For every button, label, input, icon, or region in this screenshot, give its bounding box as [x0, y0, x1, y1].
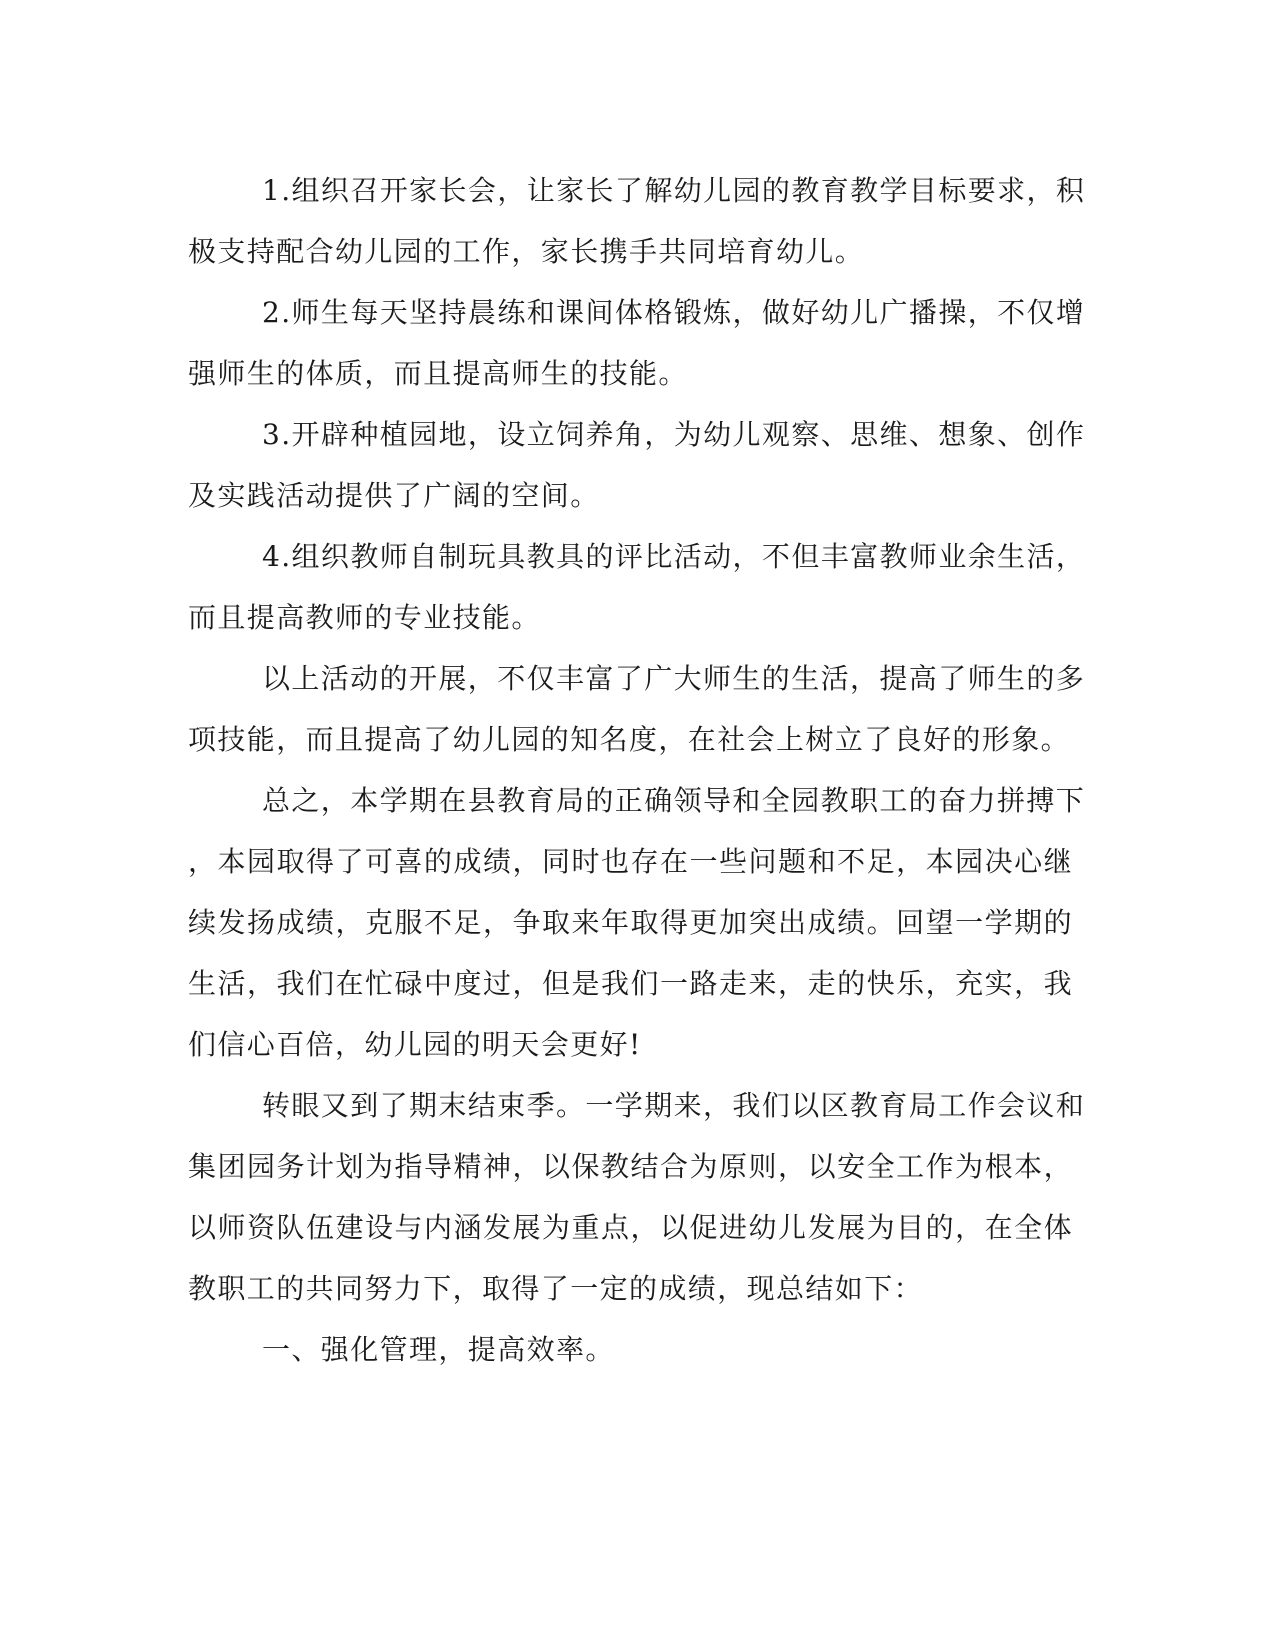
- text-line: 强师生的体质，而且提高师生的技能。: [188, 357, 688, 390]
- text-line: 生活，我们在忙碌中度过，但是我们一路走来，走的快乐，充实，我: [188, 967, 1073, 1000]
- text-line: 2.师生每天坚持晨练和课间体格锻炼，做好幼儿广播操，不仅增: [262, 296, 1086, 329]
- text-line: ，本园取得了可喜的成绩，同时也存在一些问题和不足，本园决心继: [188, 845, 1073, 878]
- text-line: 教职工的共同努力下，取得了一定的成绩，现总结如下：: [188, 1272, 924, 1305]
- text-line: 集团园务计划为指导精神，以保教结合为原则，以安全工作为根本，: [188, 1150, 1073, 1183]
- paragraph-2: [188, 282, 1086, 404]
- text-line: 而且提高教师的专业技能。: [188, 601, 541, 634]
- text-line: 项技能，而且提高了幼儿园的知名度，在社会上树立了良好的形象。: [188, 723, 1071, 756]
- text-line: 及实践活动提供了广阔的空间。: [188, 479, 600, 512]
- paragraph-3: [188, 404, 1086, 526]
- section-heading: [188, 1319, 1073, 1380]
- text-line: 总之，本学期在县教育局的正确领导和全园教职工的奋力拼搏下: [262, 784, 1086, 817]
- text-line: 极支持配合幼儿园的工作，家长携手共同培育幼儿。: [188, 235, 865, 268]
- text-line: 转眼又到了期末结束季。一学期来，我们以区教育局工作会议和: [262, 1089, 1086, 1122]
- paragraph-1: [188, 160, 1086, 282]
- text-line: 们信心百倍，幼儿园的明天会更好!: [188, 1028, 642, 1061]
- text-line: 以师资队伍建设与内涵发展为重点，以促进幼儿发展为目的，在全体: [188, 1211, 1073, 1244]
- text-line: 一、强化管理，提高效率。: [262, 1333, 615, 1366]
- paragraph-5: [188, 648, 1086, 770]
- paragraph-6: [188, 770, 1086, 1075]
- text-line: 4.组织教师自制玩具教具的评比活动，不但丰富教师业余生活，: [262, 540, 1086, 573]
- paragraph-4: [188, 526, 1086, 648]
- text-line: 3.开辟种植园地，设立饲养角，为幼儿观察、思维、想象、创作: [262, 418, 1086, 451]
- paragraph-7: [188, 1075, 1086, 1319]
- document-body: [188, 160, 1086, 1380]
- text-line: 续发扬成绩，克服不足，争取来年取得更加突出成绩。回望一学期的: [188, 906, 1073, 939]
- text-line: 以上活动的开展，不仅丰富了广大师生的生活，提高了师生的多: [262, 662, 1086, 695]
- text-line: 1.组织召开家长会，让家长了解幼儿园的教育教学目标要求，积: [262, 174, 1086, 207]
